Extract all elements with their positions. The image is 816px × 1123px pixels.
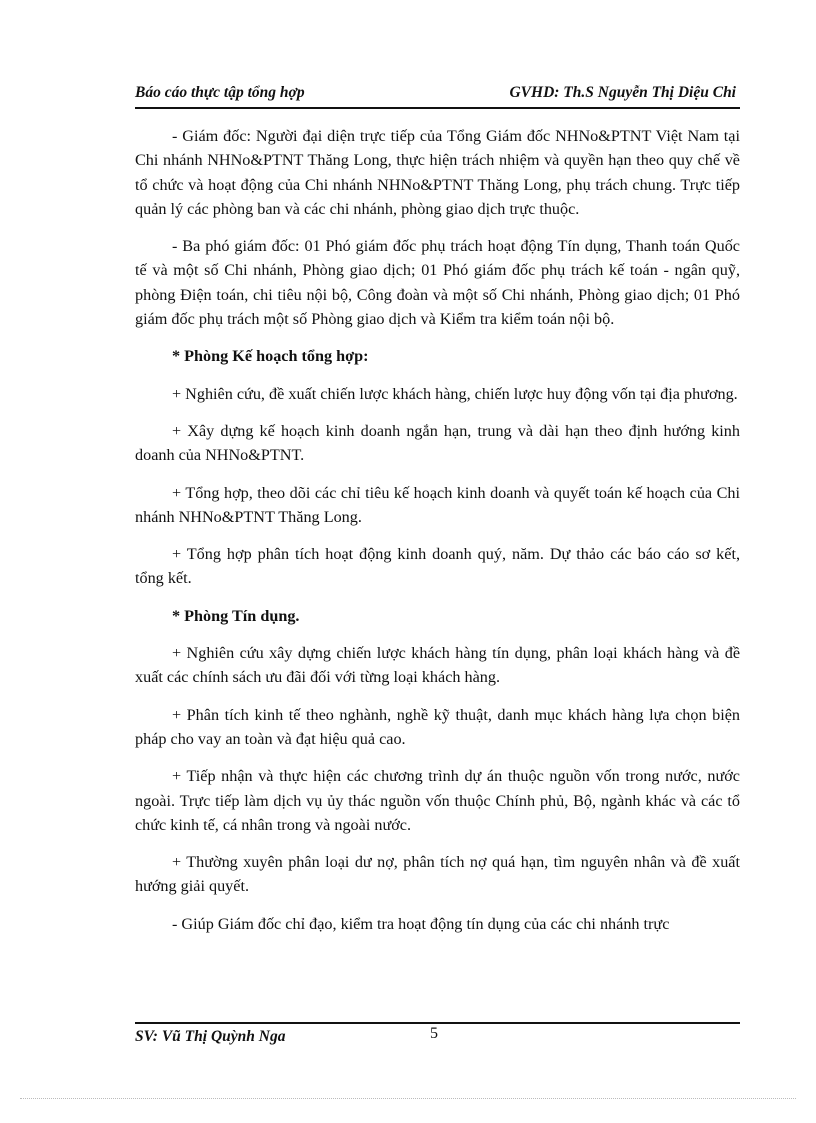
page-header xyxy=(135,84,740,106)
section-heading-planning: * Phòng Kế hoạch tổng hợp: xyxy=(172,347,369,366)
page-number: 5 xyxy=(430,1025,438,1042)
paragraph-director: - Giám đốc: Người đại diện trực tiếp của Tổng Giám đốc NHNo&PTNT Việt Nam tại Chi nhánh NHNo&PTNT Thăng Long, thực hiện trách nhiệm và quyền hạn theo quy chế về tổ chức và hoạt động của Chi nhánh NHNo&PTNT Thăng Long, phụ trách chung. Trực tiếp quản lý các phòng ban và các chi nhánh, phòng giao dịch trực thuộc. xyxy=(135,127,740,218)
section-heading-credit: * Phòng Tín dụng. xyxy=(172,606,300,625)
list-item: + Tiếp nhận và thực hiện các chương trình dự án thuộc nguồn vốn trong nước, nước ngoài. Trực tiếp làm dịch vụ ủy thác nguồn vốn thuộc Chính phủ, Bộ, ngành khác và các tổ chức kinh tế, cá nhân trong và ngoài nước. xyxy=(135,767,740,834)
header-rule xyxy=(135,107,740,109)
list-item: - Giúp Giám đốc chỉ đạo, kiểm tra hoạt động tín dụng của các chi nhánh trực xyxy=(172,914,670,933)
footer-student: SV: Vũ Thị Quỳnh Nga xyxy=(135,1028,286,1045)
header-report-title: Báo cáo thực tập tổng hợp xyxy=(135,84,305,101)
list-item: + Xây dựng kế hoạch kinh doanh ngắn hạn, trung và dài hạn theo định hướng kinh doanh của NHNo&PTNT. xyxy=(135,421,740,465)
footer-rule xyxy=(135,1022,740,1024)
list-item: + Phân tích kinh tế theo nghành, nghề kỹ thuật, danh mục khách hàng lựa chọn biện pháp cho vay an toàn và đạt hiệu quả cao. xyxy=(135,705,740,748)
document-body xyxy=(135,124,740,949)
list-item: + Tổng hợp, theo dõi các chỉ tiêu kế hoạch kinh doanh và quyết toán kế hoạch của Chi nhánh NHNo&PTNT Thăng Long. xyxy=(135,483,740,526)
list-item: + Tổng hợp phân tích hoạt động kinh doanh quý, năm. Dự thảo các báo cáo sơ kết, tổng kết. xyxy=(135,545,740,588)
paragraph-deputy-directors: - Ba phó giám đốc: 01 Phó giám đốc phụ trách hoạt động Tín dụng, Thanh toán Quốc tế và một số Chi nhánh, Phòng giao dịch; 01 Phó giám đốc phụ trách kế toán - ngân quỹ, phòng Điện toán, chi tiêu nội bộ, Công đoàn và một số Chi nhánh, Phòng giao dịch; 01 Phó giám đốc phụ trách một số Phòng giao dịch và Kiểm tra kiểm toán nội bộ. xyxy=(135,237,740,329)
page-break-line xyxy=(20,1098,796,1099)
list-item: + Nghiên cứu, đề xuất chiến lược khách hàng, chiến lược huy động vốn tại địa phương. xyxy=(172,384,738,403)
header-supervisor: GVHD: Th.S Nguyễn Thị Diệu Chi xyxy=(509,84,736,101)
list-item: + Thường xuyên phân loại dư nợ, phân tích nợ quá hạn, tìm nguyên nhân và đề xuất hướng giải quyết. xyxy=(135,853,740,896)
list-item: + Nghiên cứu xây dựng chiến lược khách hàng tín dụng, phân loại khách hàng và đề xuất các chính sách ưu đãi đối với từng loại khách hàng. xyxy=(135,644,740,687)
